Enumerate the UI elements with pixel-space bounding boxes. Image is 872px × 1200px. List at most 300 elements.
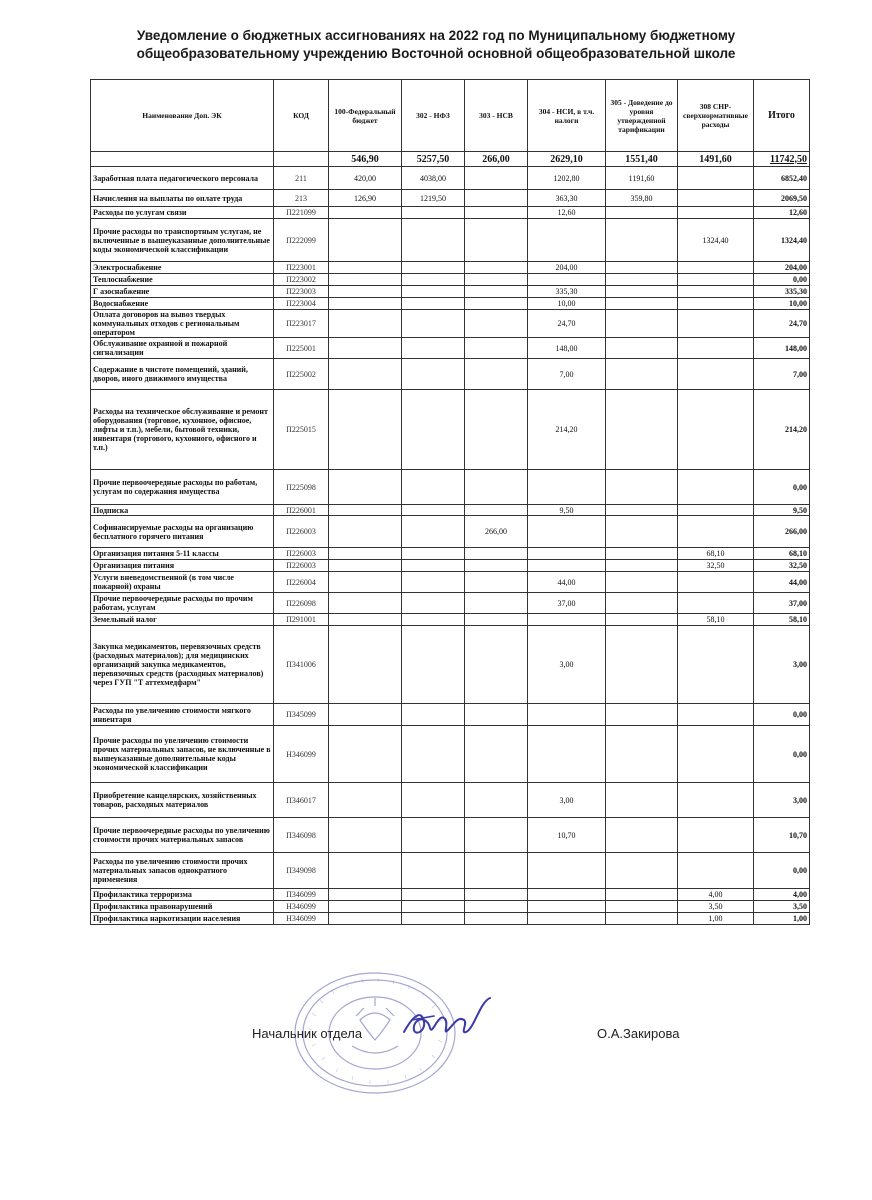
row-c303 xyxy=(465,359,528,390)
row-c308 xyxy=(678,207,754,219)
row-name: Теплоснабжение xyxy=(91,274,274,286)
table-row xyxy=(91,783,810,818)
row-c304 xyxy=(528,614,606,626)
row-c100 xyxy=(329,298,402,310)
row-c303 xyxy=(465,470,528,505)
row-name: Закупка медикаментов, перевязочных средств (расходных материалов); для медицинских организаций закупка медикаментов, перевязочных средств (расходных материалов) через ГУП "Т аттехмедфарм" xyxy=(91,626,274,704)
row-c302 xyxy=(402,818,465,853)
row-c100: 126,90 xyxy=(329,190,402,207)
row-c302 xyxy=(402,505,465,516)
row-code: П223004 xyxy=(274,298,329,310)
row-total: 3,00 xyxy=(754,626,810,704)
table-row xyxy=(91,207,810,219)
row-c305 xyxy=(606,262,678,274)
row-c308 xyxy=(678,298,754,310)
document-title xyxy=(40,27,832,63)
row-name: Прочие первоочередные расходы по прочим работам, услугам xyxy=(91,593,274,614)
row-c302 xyxy=(402,516,465,548)
row-c302: 4038,00 xyxy=(402,167,465,190)
row-c308 xyxy=(678,572,754,593)
row-c303 xyxy=(465,338,528,359)
row-c308: 4,00 xyxy=(678,889,754,901)
row-code: П226003 xyxy=(274,560,329,572)
row-code: 211 xyxy=(274,167,329,190)
row-c304: 335,30 xyxy=(528,286,606,298)
row-total: 4,00 xyxy=(754,889,810,901)
row-c100 xyxy=(329,704,402,726)
row-c308 xyxy=(678,338,754,359)
row-code: П291001 xyxy=(274,614,329,626)
row-c303 xyxy=(465,286,528,298)
row-name: Профилактика наркотизации населения xyxy=(91,913,274,925)
table-row xyxy=(91,614,810,626)
table-row xyxy=(91,889,810,901)
row-c308: 32,50 xyxy=(678,560,754,572)
row-code: П345099 xyxy=(274,704,329,726)
row-total: 37,00 xyxy=(754,593,810,614)
table-row xyxy=(91,219,810,262)
total-c308: 1491,60 xyxy=(678,152,754,167)
row-name: Содержание в чистоте помещений, зданий, дворов, иного движимого имущества xyxy=(91,359,274,390)
table-row xyxy=(91,901,810,913)
row-c304: 1202,80 xyxy=(528,167,606,190)
table-row xyxy=(91,626,810,704)
row-code: П223003 xyxy=(274,286,329,298)
row-c305 xyxy=(606,548,678,560)
table-header-row xyxy=(91,80,810,152)
row-c302 xyxy=(402,274,465,286)
row-total: 32,50 xyxy=(754,560,810,572)
table-row xyxy=(91,548,810,560)
row-name: Расходы по увеличению стоимости мягкого инвентаря xyxy=(91,704,274,726)
row-total: 6852,40 xyxy=(754,167,810,190)
row-c302 xyxy=(402,298,465,310)
row-c100 xyxy=(329,338,402,359)
row-c308 xyxy=(678,190,754,207)
row-total: 1,00 xyxy=(754,913,810,925)
row-code: П222099 xyxy=(274,219,329,262)
row-c305 xyxy=(606,560,678,572)
row-c303 xyxy=(465,262,528,274)
row-c308: 3,50 xyxy=(678,901,754,913)
grand-total: 11742,50 xyxy=(754,152,810,167)
row-total: 0,00 xyxy=(754,470,810,505)
row-c305 xyxy=(606,726,678,783)
row-c303 xyxy=(465,207,528,219)
row-name: Расходы на техническое обслуживание и ремонт оборудования (торговое, кухонное, офисное, лифты и т.п.), мебели, бытовой техники, инвентаря (торгового, кухонного, офисного и т.п.) xyxy=(91,390,274,470)
row-c303 xyxy=(465,548,528,560)
row-c100 xyxy=(329,626,402,704)
table-row xyxy=(91,298,810,310)
row-c308 xyxy=(678,470,754,505)
row-code: П346017 xyxy=(274,783,329,818)
row-c100 xyxy=(329,818,402,853)
row-c304: 24,70 xyxy=(528,310,606,338)
row-c100 xyxy=(329,219,402,262)
row-total: 3,00 xyxy=(754,783,810,818)
table-row xyxy=(91,470,810,505)
table-row xyxy=(91,390,810,470)
row-c308: 58,10 xyxy=(678,614,754,626)
row-c100 xyxy=(329,593,402,614)
table-row xyxy=(91,704,810,726)
row-code: П226001 xyxy=(274,505,329,516)
row-c305 xyxy=(606,783,678,818)
row-c303 xyxy=(465,726,528,783)
title-line-1: Уведомление о бюджетных ассигнованиях на 2022 год по Муниципальному бюджетному xyxy=(136,28,736,43)
row-code: П349098 xyxy=(274,853,329,889)
row-c302 xyxy=(402,783,465,818)
row-c308 xyxy=(678,626,754,704)
row-c304 xyxy=(528,889,606,901)
row-c305 xyxy=(606,572,678,593)
row-c303 xyxy=(465,560,528,572)
row-total: 58,10 xyxy=(754,614,810,626)
row-c303 xyxy=(465,167,528,190)
row-c302 xyxy=(402,614,465,626)
row-c304 xyxy=(528,704,606,726)
row-c304: 37,00 xyxy=(528,593,606,614)
header-c305: 305 - Доведение до уровня утвержденной тарификации xyxy=(606,80,678,152)
row-c100 xyxy=(329,889,402,901)
row-c100: 420,00 xyxy=(329,167,402,190)
row-code: Н346099 xyxy=(274,726,329,783)
row-c100 xyxy=(329,310,402,338)
row-c304: 44,00 xyxy=(528,572,606,593)
row-c100 xyxy=(329,913,402,925)
row-name: Расходы по увеличению стоимости прочих материальных запасов однократного применения xyxy=(91,853,274,889)
table-row xyxy=(91,167,810,190)
row-c303 xyxy=(465,853,528,889)
row-c100 xyxy=(329,359,402,390)
row-c302 xyxy=(402,310,465,338)
row-c305: 359,80 xyxy=(606,190,678,207)
table-row xyxy=(91,516,810,548)
row-c303: 266,00 xyxy=(465,516,528,548)
row-c304: 3,00 xyxy=(528,626,606,704)
row-code: Н346099 xyxy=(274,901,329,913)
row-c302 xyxy=(402,560,465,572)
row-total: 10,70 xyxy=(754,818,810,853)
row-c305 xyxy=(606,913,678,925)
row-c100 xyxy=(329,572,402,593)
total-c305: 1551,40 xyxy=(606,152,678,167)
row-c303 xyxy=(465,783,528,818)
row-c303 xyxy=(465,298,528,310)
row-code: П226003 xyxy=(274,516,329,548)
row-name: Профилактика терроризма xyxy=(91,889,274,901)
row-c304 xyxy=(528,516,606,548)
row-c304 xyxy=(528,548,606,560)
row-c100 xyxy=(329,505,402,516)
row-c305 xyxy=(606,219,678,262)
row-c302 xyxy=(402,704,465,726)
row-total: 44,00 xyxy=(754,572,810,593)
row-c304: 7,00 xyxy=(528,359,606,390)
row-code: П223017 xyxy=(274,310,329,338)
row-name: Прочие первоочередные расходы по увеличению стоимости прочих материальных запасов xyxy=(91,818,274,853)
header-c303: 303 - НСВ xyxy=(465,80,528,152)
table-row xyxy=(91,505,810,516)
row-name: Обслуживание охранной и пожарной сигнализации xyxy=(91,338,274,359)
row-total: 214,20 xyxy=(754,390,810,470)
row-c305 xyxy=(606,889,678,901)
row-c305 xyxy=(606,516,678,548)
table-row xyxy=(91,338,810,359)
row-c303 xyxy=(465,219,528,262)
header-c302: 302 - НФЗ xyxy=(402,80,465,152)
table-row xyxy=(91,913,810,925)
row-code: П226098 xyxy=(274,593,329,614)
row-c305 xyxy=(606,505,678,516)
row-c100 xyxy=(329,548,402,560)
row-c305 xyxy=(606,338,678,359)
row-c308: 1,00 xyxy=(678,913,754,925)
row-c303 xyxy=(465,310,528,338)
row-c303 xyxy=(465,274,528,286)
row-c305 xyxy=(606,614,678,626)
row-name: Расходы по услугам связи xyxy=(91,207,274,219)
table-row xyxy=(91,274,810,286)
row-c303 xyxy=(465,593,528,614)
row-c303 xyxy=(465,626,528,704)
table-row xyxy=(91,818,810,853)
row-c305 xyxy=(606,593,678,614)
row-c305 xyxy=(606,853,678,889)
row-c305: 1191,60 xyxy=(606,167,678,190)
row-c305 xyxy=(606,704,678,726)
row-c303 xyxy=(465,901,528,913)
row-name: Приобретение канцелярских, хозяйственных товаров, расходных материалов xyxy=(91,783,274,818)
row-c100 xyxy=(329,470,402,505)
row-c308 xyxy=(678,286,754,298)
row-c303 xyxy=(465,704,528,726)
row-total: 12,60 xyxy=(754,207,810,219)
row-c304 xyxy=(528,470,606,505)
header-c308: 308 СНР-сверхнормативные расходы xyxy=(678,80,754,152)
row-c302 xyxy=(402,572,465,593)
handwritten-signature xyxy=(398,990,508,1050)
row-c100 xyxy=(329,614,402,626)
header-c304: 304 - НСИ, в т.ч. налоги xyxy=(528,80,606,152)
table-row xyxy=(91,593,810,614)
budget-table xyxy=(90,79,810,925)
row-total: 24,70 xyxy=(754,310,810,338)
total-c100: 546,90 xyxy=(329,152,402,167)
row-c303 xyxy=(465,390,528,470)
row-total: 0,00 xyxy=(754,726,810,783)
row-c100 xyxy=(329,516,402,548)
header-c100: 100-Федеральный бюджет xyxy=(329,80,402,152)
row-c302 xyxy=(402,470,465,505)
row-c304 xyxy=(528,274,606,286)
row-code: П225002 xyxy=(274,359,329,390)
row-c100 xyxy=(329,286,402,298)
row-c100 xyxy=(329,262,402,274)
row-c305 xyxy=(606,286,678,298)
row-c308 xyxy=(678,593,754,614)
row-c305 xyxy=(606,310,678,338)
row-c308 xyxy=(678,505,754,516)
row-c304: 9,50 xyxy=(528,505,606,516)
row-c308 xyxy=(678,853,754,889)
row-c304 xyxy=(528,726,606,783)
row-c302 xyxy=(402,219,465,262)
total-c302: 5257,50 xyxy=(402,152,465,167)
row-name: Софинансируемые расходы на организацию бесплатного горячего питания xyxy=(91,516,274,548)
table-body xyxy=(91,152,810,925)
table-row xyxy=(91,726,810,783)
row-c302 xyxy=(402,593,465,614)
row-c308 xyxy=(678,262,754,274)
row-c303 xyxy=(465,818,528,853)
total-c304: 2629,10 xyxy=(528,152,606,167)
row-c308 xyxy=(678,390,754,470)
row-name: Начисления на выплаты по оплате труда xyxy=(91,190,274,207)
row-c302 xyxy=(402,207,465,219)
row-code: П225015 xyxy=(274,390,329,470)
row-name: Прочие расходы по транспортным услугам, не включенные в вышеуказанные дополнительные коды экономической классификации xyxy=(91,219,274,262)
header-name: Наименование Доп. ЭК xyxy=(91,80,274,152)
table-row xyxy=(91,359,810,390)
row-c302 xyxy=(402,390,465,470)
row-name: Организация питания xyxy=(91,560,274,572)
row-name: Услуги вневедомственной (в том числе пожарной) охраны xyxy=(91,572,274,593)
row-c302 xyxy=(402,726,465,783)
row-total: 2069,50 xyxy=(754,190,810,207)
row-name: Электроснабжение xyxy=(91,262,274,274)
row-c302 xyxy=(402,548,465,560)
row-code: П226004 xyxy=(274,572,329,593)
row-c303 xyxy=(465,889,528,901)
row-total: 0,00 xyxy=(754,274,810,286)
row-total: 0,00 xyxy=(754,853,810,889)
row-name: Водоснабжение xyxy=(91,298,274,310)
row-c302: 1219,50 xyxy=(402,190,465,207)
row-name: Организация питания 5-11 классы xyxy=(91,548,274,560)
row-name: Прочие расходы по увеличению стоимости прочих материальных запасов, не включенные в вышеуказанные дополнительные коды экономической классификации xyxy=(91,726,274,783)
row-name: Оплата договоров на вывоз твердых коммунальных отходов с региональным оператором xyxy=(91,310,274,338)
row-c305 xyxy=(606,359,678,390)
row-c303 xyxy=(465,190,528,207)
row-code: П346099 xyxy=(274,889,329,901)
row-c305 xyxy=(606,818,678,853)
row-c302 xyxy=(402,626,465,704)
row-c305 xyxy=(606,626,678,704)
row-c308 xyxy=(678,310,754,338)
row-c100 xyxy=(329,207,402,219)
row-total: 10,00 xyxy=(754,298,810,310)
row-c303 xyxy=(465,572,528,593)
row-c302 xyxy=(402,338,465,359)
totals-row xyxy=(91,152,810,167)
table-row xyxy=(91,286,810,298)
row-total: 266,00 xyxy=(754,516,810,548)
row-c303 xyxy=(465,913,528,925)
row-c304 xyxy=(528,853,606,889)
row-c308: 1324,40 xyxy=(678,219,754,262)
row-name: Прочие первоочередные расходы по работам, услугам по содержания имущества xyxy=(91,470,274,505)
row-code: П225098 xyxy=(274,470,329,505)
row-c304 xyxy=(528,901,606,913)
total-c303: 266,00 xyxy=(465,152,528,167)
row-c304: 204,00 xyxy=(528,262,606,274)
row-c304: 214,20 xyxy=(528,390,606,470)
table-row xyxy=(91,572,810,593)
row-name: Профилактика правонарушений xyxy=(91,901,274,913)
table-row xyxy=(91,190,810,207)
row-c100 xyxy=(329,726,402,783)
row-c100 xyxy=(329,853,402,889)
row-c304: 3,00 xyxy=(528,783,606,818)
row-c304: 12,60 xyxy=(528,207,606,219)
row-name: Подписка xyxy=(91,505,274,516)
row-c100 xyxy=(329,274,402,286)
row-c100 xyxy=(329,390,402,470)
row-c303 xyxy=(465,614,528,626)
row-c308 xyxy=(678,516,754,548)
row-name: Земельный налог xyxy=(91,614,274,626)
row-c308 xyxy=(678,167,754,190)
row-code: 213 xyxy=(274,190,329,207)
row-c302 xyxy=(402,359,465,390)
row-c305 xyxy=(606,298,678,310)
header-code: КОД xyxy=(274,80,329,152)
header-total: Итого xyxy=(754,80,810,152)
row-code: П226003 xyxy=(274,548,329,560)
table-row xyxy=(91,853,810,889)
row-c100 xyxy=(329,901,402,913)
table-row xyxy=(91,262,810,274)
row-c308 xyxy=(678,274,754,286)
row-code: П341006 xyxy=(274,626,329,704)
row-total: 1324,40 xyxy=(754,219,810,262)
row-c308 xyxy=(678,359,754,390)
row-c303 xyxy=(465,505,528,516)
row-c305 xyxy=(606,470,678,505)
row-c305 xyxy=(606,274,678,286)
row-c308: 68,10 xyxy=(678,548,754,560)
row-total: 204,00 xyxy=(754,262,810,274)
row-c308 xyxy=(678,704,754,726)
row-c308 xyxy=(678,726,754,783)
row-c100 xyxy=(329,783,402,818)
table-row xyxy=(91,310,810,338)
row-code: Н346099 xyxy=(274,913,329,925)
row-c304 xyxy=(528,913,606,925)
row-total: 335,30 xyxy=(754,286,810,298)
row-code: П346098 xyxy=(274,818,329,853)
row-total: 3,50 xyxy=(754,901,810,913)
row-code: П225001 xyxy=(274,338,329,359)
row-c304: 10,70 xyxy=(528,818,606,853)
row-c304: 10,00 xyxy=(528,298,606,310)
row-total: 9,50 xyxy=(754,505,810,516)
title-line-2: общеобразовательному учреждению Восточной основной общеобразовательной школе xyxy=(136,46,736,61)
row-c305 xyxy=(606,207,678,219)
row-c304: 363,30 xyxy=(528,190,606,207)
row-c302 xyxy=(402,262,465,274)
row-total: 7,00 xyxy=(754,359,810,390)
row-c305 xyxy=(606,901,678,913)
row-c304: 148,00 xyxy=(528,338,606,359)
row-total: 0,00 xyxy=(754,704,810,726)
row-c302 xyxy=(402,286,465,298)
row-c302 xyxy=(402,889,465,901)
row-c302 xyxy=(402,901,465,913)
row-c305 xyxy=(606,390,678,470)
row-code: П223001 xyxy=(274,262,329,274)
